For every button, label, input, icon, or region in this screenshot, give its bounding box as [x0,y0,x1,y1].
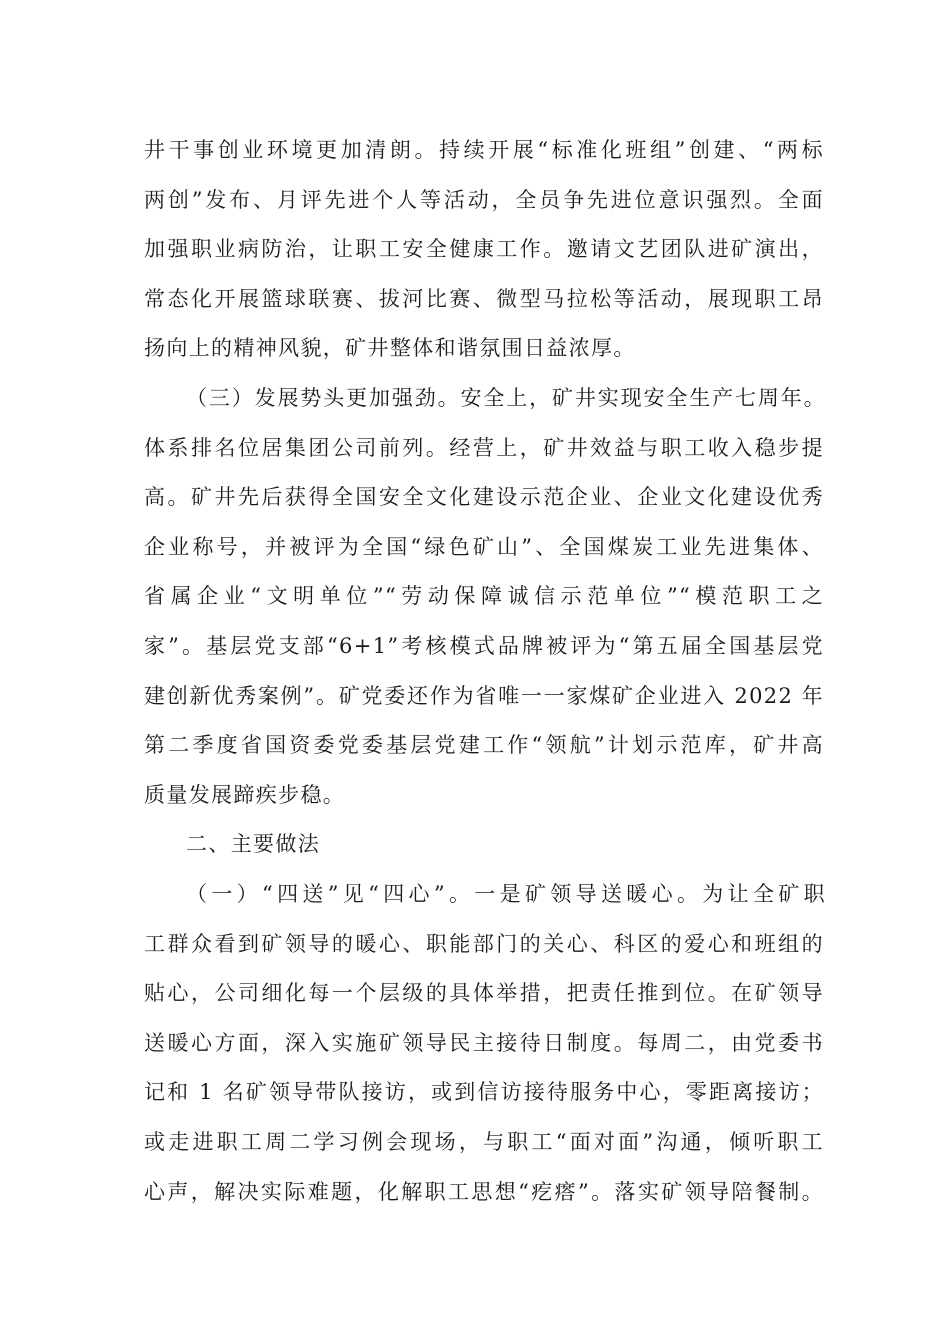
paragraph-line: 工群众看到矿领导的暖心、职能部门的关心、科区的爱心和班组的 [144,932,824,956]
paragraph-line: 第二季度省国资委党委基层党建工作“领航”计划示范库，矿井高 [144,733,824,757]
paragraph-line: 或走进职工周二学习例会现场，与职工“面对面”沟通，倾听职工 [144,1130,824,1154]
paragraph-line: 扬向上的精神风貌，矿井整体和谐氛围日益浓厚。 [144,336,636,360]
section-title: 二、主要做法 [186,832,321,856]
paragraph-line: 企业称号，并被评为全国“绿色矿山”、全国煤炭工业先进集体、 [144,535,824,559]
paragraph-line: 两创”发布、月评先进个人等活动，全员争先进位意识强烈。全面 [144,188,824,212]
paragraph-line: 心声，解决实际难题，化解职工思想“疙瘩”。落实矿领导陪餐制。 [144,1180,824,1204]
paragraph-line: 加强职业病防治，让职工安全健康工作。邀请文艺团队进矿演出， [144,237,824,261]
paragraph-line: 井干事创业环境更加清朗。持续开展“标准化班组”创建、“两标 [144,138,824,162]
paragraph-line: 贴心，公司细化每一个层级的具体举措，把责任推到位。在矿领导 [144,981,824,1005]
paragraph-line: 高。矿井先后获得全国安全文化建设示范企业、企业文化建设优秀 [144,485,824,509]
paragraph-line: 记和 1 名矿领导带队接访，或到信访接待服务中心，零距离接访； [144,1080,824,1104]
section-heading-line: （一）“四送”见“四心”。一是矿领导送暖心。为让全矿职 [186,882,826,906]
paragraph-line: 建创新优秀案例”。矿党委还作为省唯一一家煤矿企业进入 2022 年 [144,684,824,708]
paragraph-line: 体系排名位居集团公司前列。经营上，矿井效益与职工收入稳步提 [144,436,824,460]
section-heading-line: （三）发展势头更加强劲。安全上，矿井实现安全生产七周年。 [186,386,826,410]
paragraph-line: 家”。基层党支部“6+1”考核模式品牌被评为“第五届全国基层党 [144,634,824,658]
paragraph-line: 省属企业“文明单位”“劳动保障诚信示范单位”“模范职工之 [144,584,824,608]
paragraph-line: 送暖心方面，深入实施矿领导民主接待日制度。每周二，由党委书 [144,1031,824,1055]
paragraph-line: 质量发展蹄疾步稳。 [144,783,346,807]
paragraph-line: 常态化开展篮球联赛、拔河比赛、微型马拉松等活动，展现职工昂 [144,287,824,311]
